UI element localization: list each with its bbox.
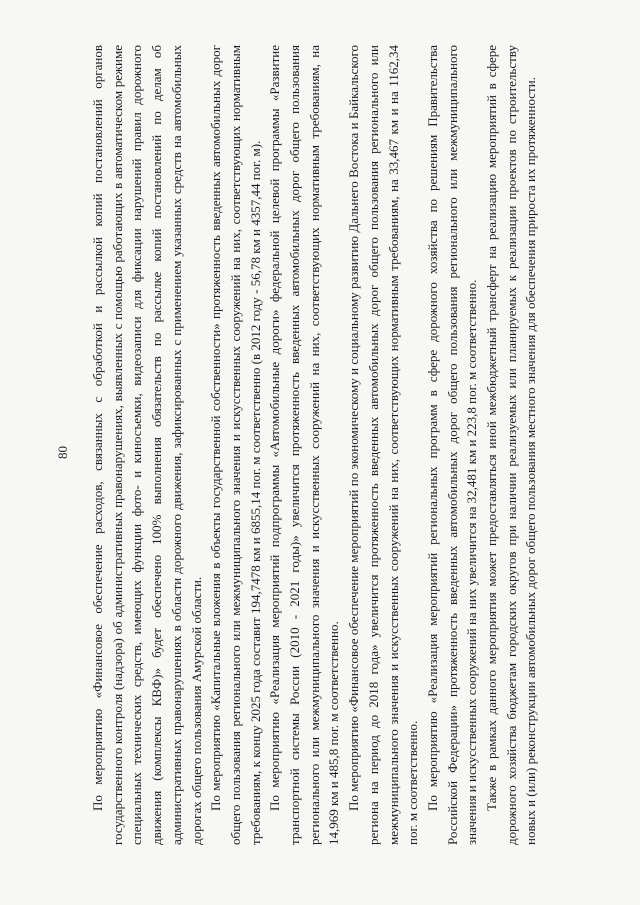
paragraph-far-east: По мероприятию «Финансовое обеспечение мероприятий по экономическому и социальному развитию Дальнего Востока и Байкальского региона на период до 2018 года» увеличится протяженность введенных автомобильных дорог общего пользования регионального или межмуниципального значения и искусственных сооружений на них, соответствующих нормативным требованиям, на 33,467 км и на 1162,34 пог. м соответственно.: [346, 45, 421, 845]
paragraph-regional-programs: По мероприятию «Реализация мероприятий региональных программ в сфере дорожного хозяйства по решениям Правительства Российской Федерации» протяженность введенных автомобильных дорог общего пользования регионального или межмуниципального значения и искусственных сооружений на них увеличится на 32,481 км и 223,8 пог. м соответственно.: [424, 45, 480, 845]
paragraph-interbudget-transfer: Также в рамках данного мероприятия может предоставляться иной межбюджетный трансферт на реализацию мероприятий в сфере дорожного хозяйства бюджетам городских округов при наличии реализуемых или планируемых к реализации проектов по строительству новых и (или) реконструкции автомобильных дорог общего пользования местного значения для обеспечения прироста их протяженности.: [484, 45, 539, 845]
paragraph-federal-program: По мероприятию «Реализация мероприятий подпрограммы «Автомобильные дороги» федеральной целевой программы «Развитие транспортной системы России (2010 - 2021 годы)» увеличится протяженность введенных автомобильных дорог общего пользования регионального или межмуниципального значения и искусственных сооружений на них, соответствующих нормативным требованиям, на 14,969 км и 485,8 пог. м соответственно.: [267, 45, 342, 845]
paragraph-kvf: По мероприятию «Финансовое обеспечение расходов, связанных с обработкой и рассылкой копий постановлений органов государственного контроля (надзора) об административных правонарушениях, выявленных с помощью работающих в автоматическом режиме специальных технических средств, имеющих функции фото- и киносъемки, видеозаписи для фиксации нарушений правил дорожного движения (комплексы КВФ)» будет обеспечено 100% выполнения обязательств по рассылке копий постановлений по делам об административных правонарушениях в области дорожного движения, зафиксированных с применением указанных средств на автомобильных дорогах общего пользования Амурской области.: [90, 45, 204, 845]
page-number: 80: [55, 446, 70, 459]
paragraph-capital-investments: По мероприятию «Капитальные вложения в объекты государственной собственности» протяженность введенных автомобильных дорог общего пользования регионального или межмуниципального значения и искусственных сооружений на них, соответствующих нормативным требованиям, к концу 2025 года составит 194,7478 км и 6855,14 пог. м соответственно (в 2012 году - 56,78 км и 4357,44 пог. м).: [208, 45, 263, 845]
document-body: [88, 45, 541, 845]
